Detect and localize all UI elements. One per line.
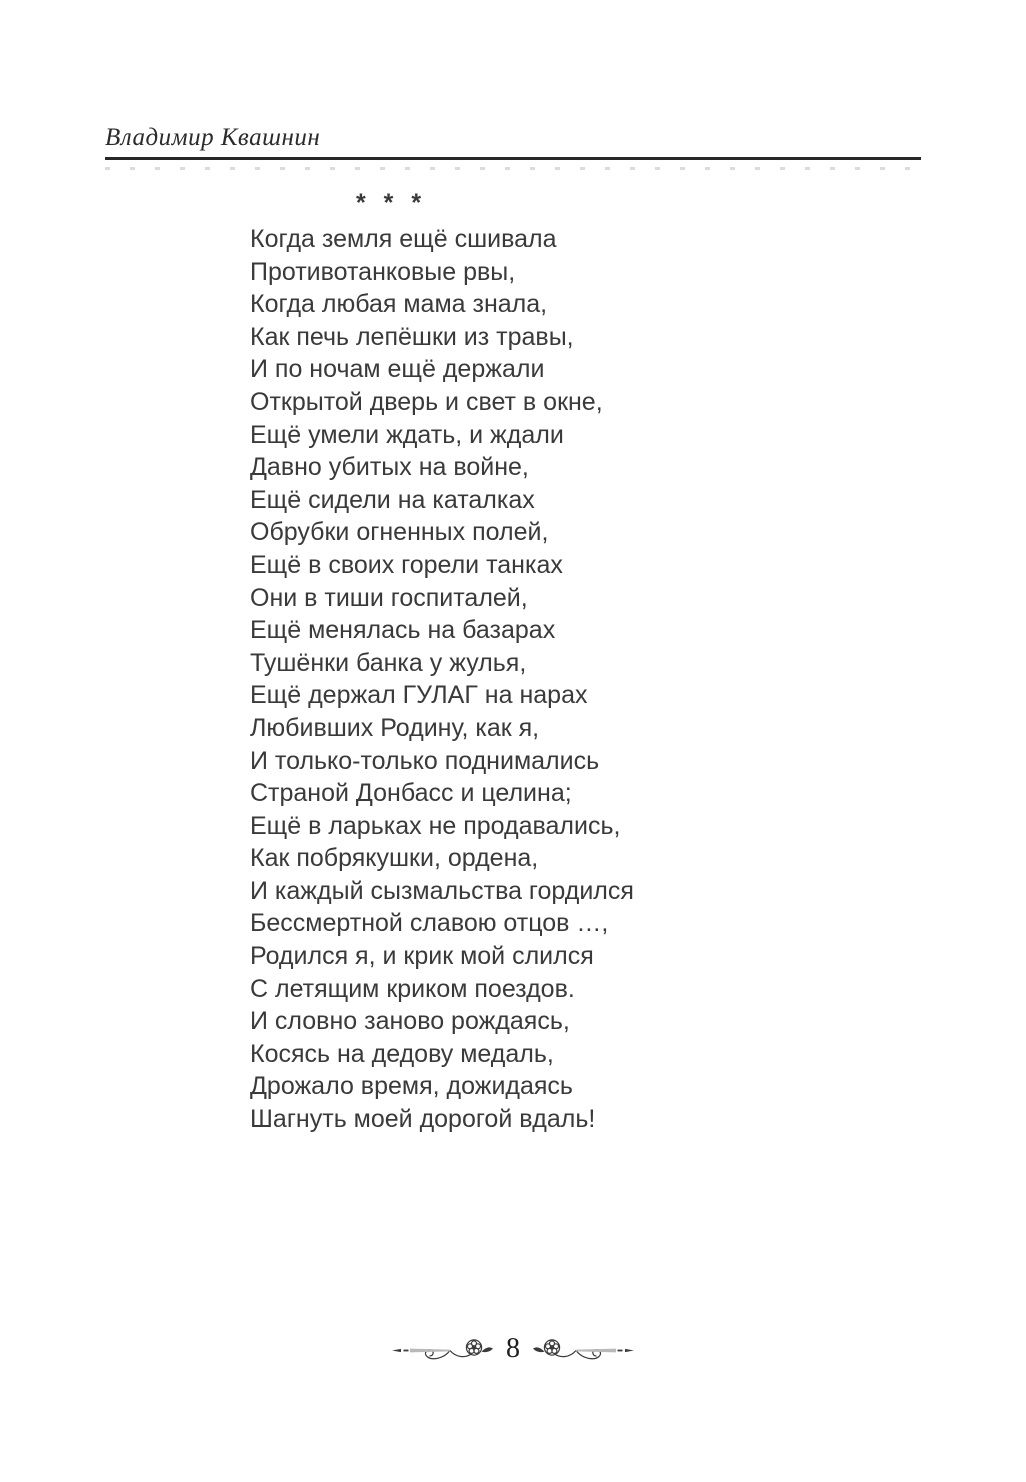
poem-line: И только-только поднимались [250,746,600,775]
page-number: 8 [506,1333,520,1364]
poem-line: Тушёнки банка у жулья, [250,648,527,677]
poem-line: И словно заново рождаясь, [250,1007,570,1036]
poem-line: Родился я, и крик мой слился [250,942,594,971]
poem-line: Они в тиши госпиталей, [250,583,528,612]
poem-line: С летящим криком поездов. [250,974,575,1003]
header-rule [105,157,921,160]
poem-line: Открытой дверь и свет в окне, [250,387,603,416]
poem-line: Ещё в ларьках не продавались, [250,811,621,840]
section-marker: * * * [356,189,422,217]
flourish-left-icon [390,1334,494,1368]
page-header [105,123,921,170]
poem-line: Шагнуть моей дорогой вдаль! [250,1105,596,1134]
poem-line: Любивших Родину, как я, [250,713,540,742]
poem-line: Обрубки огненных полей, [250,518,549,547]
poem-line: Как печь лепёшки из травы, [250,322,574,351]
poem [250,223,634,1136]
poem-line: Страной Донбасс и целина; [250,779,572,808]
poem-line: Косясь на дедову медаль, [250,1039,554,1068]
poem-line: Ещё умели ждать, и ждали [250,420,564,449]
poem-line: Дрожало время, дожидаясь [250,1072,573,1101]
poem-line: Как побрякушки, ордена, [250,844,539,873]
poem-line: Ещё сидели на каталках [250,485,535,514]
header-rule-dots [105,167,921,170]
poem-line: Бессмертной славою отцов …, [250,909,609,938]
poem-line: Ещё в своих горели танках [250,550,563,579]
page-footer [0,1334,1026,1368]
poem-line: И каждый сызмальства гордился [250,876,634,905]
poem-line: Когда любая мама знала, [250,290,548,319]
poem-line: Когда земля ещё сшивала [250,225,557,253]
poem-line: Давно убитых на войне, [250,453,529,482]
poem-line: Ещё менялась на базарах [250,616,556,645]
poem-line: Ещё держал ГУЛАГ на нарах [250,681,588,710]
flourish-right-icon [532,1334,636,1368]
poem-line: Противотанковые рвы, [250,257,516,286]
author-name: Владимир Квашнин [105,124,321,151]
poem-line: И по ночам ещё держали [250,355,545,384]
